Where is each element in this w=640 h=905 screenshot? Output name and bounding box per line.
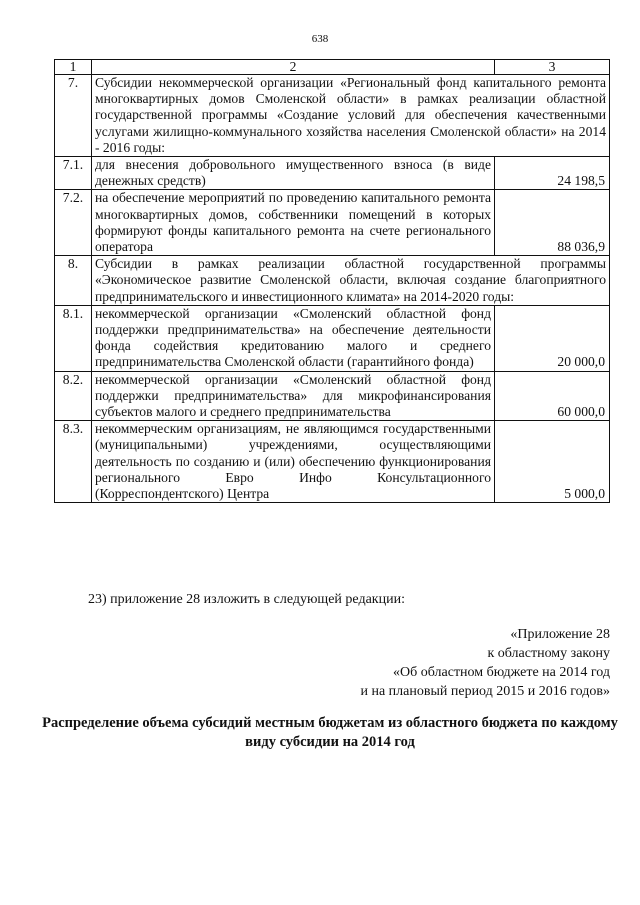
row-number: 8. (55, 256, 92, 306)
row-description: для внесения добровольного имущественного взноса (в виде денежных средств) (92, 157, 495, 190)
row-number: 8.2. (55, 371, 92, 421)
amendment-line: 23) приложение 28 изложить в следующей редакции: (88, 592, 405, 607)
row-description: Субсидии в рамках реализации областной государственной программы «Экономическое развитие Смоленской области, включая создание благоприятного предпринимательского и инвестиционного климата» на 2014-2020 годы: (92, 256, 610, 306)
appendix-line-3: «Об областном бюджете на 2014 год (393, 665, 610, 680)
row-description: некоммерческой организации «Смоленский областной фонд поддержки предпринимательства» на обеспечение деятельности фонда содействия кредитованию малого и среднего предпринимательства Смоленской области (гарантийного фонда) (92, 305, 495, 371)
row-number: 7.1. (55, 157, 92, 190)
header-cell-1: 1 (55, 60, 92, 75)
table-row (55, 157, 610, 190)
table-row (55, 256, 610, 306)
table-row (55, 75, 610, 157)
row-description: некоммерческим организациям, не являющимся государственными (муниципальными) учреждениями, осуществляющими деятельность по созданию и (или) обеспечению функционирования регионального Евро Инфо Консультационного (Корреспондентского) Центра (92, 421, 495, 503)
row-amount: 5 000,0 (495, 421, 610, 503)
header-cell-2: 2 (92, 60, 495, 75)
table-row (55, 421, 610, 503)
row-description: на обеспечение мероприятий по проведению капитального ремонта многоквартирных домов, собственники помещений в которых формируют фонды капитального ремонта на счете регионального оператора (92, 190, 495, 256)
appendix-line-4: и на плановый период 2015 и 2016 годов» (360, 684, 610, 699)
row-amount: 88 036,9 (495, 190, 610, 256)
header-cell-3: 3 (495, 60, 610, 75)
row-amount: 20 000,0 (495, 305, 610, 371)
row-number: 8.3. (55, 421, 92, 503)
appendix-line-1: «Приложение 28 (510, 627, 610, 642)
row-number: 7.2. (55, 190, 92, 256)
table-row (55, 305, 610, 371)
document-title: Распределение объема субсидий местным бюджетам из областного бюджета по каждому виду субсидии на 2014 год (42, 715, 618, 750)
subsidies-table (54, 59, 610, 503)
row-amount: 24 198,5 (495, 157, 610, 190)
table-row (55, 371, 610, 421)
row-description: Субсидии некоммерческой организации «Региональный фонд капитального ремонта многоквартирных домов Смоленской области» в рамках реализации областной государственной программы «Создание условий для обеспечения качественными услугами жилищно-коммунального хозяйства населения Смоленской области» на 2014 - 2016 годы: (92, 75, 610, 157)
appendix-line-2: к областному закону (487, 646, 610, 661)
appendix-heading (360, 625, 610, 701)
page-number: 638 (311, 33, 329, 45)
table-row (55, 190, 610, 256)
row-number: 7. (55, 75, 92, 157)
row-number: 8.1. (55, 305, 92, 371)
table-header-row (55, 60, 610, 75)
row-description: некоммерческой организации «Смоленский областной фонд поддержки предпринимательства» для микрофинансирования субъектов малого и среднего предпринимательства (92, 371, 495, 421)
row-amount: 60 000,0 (495, 371, 610, 421)
